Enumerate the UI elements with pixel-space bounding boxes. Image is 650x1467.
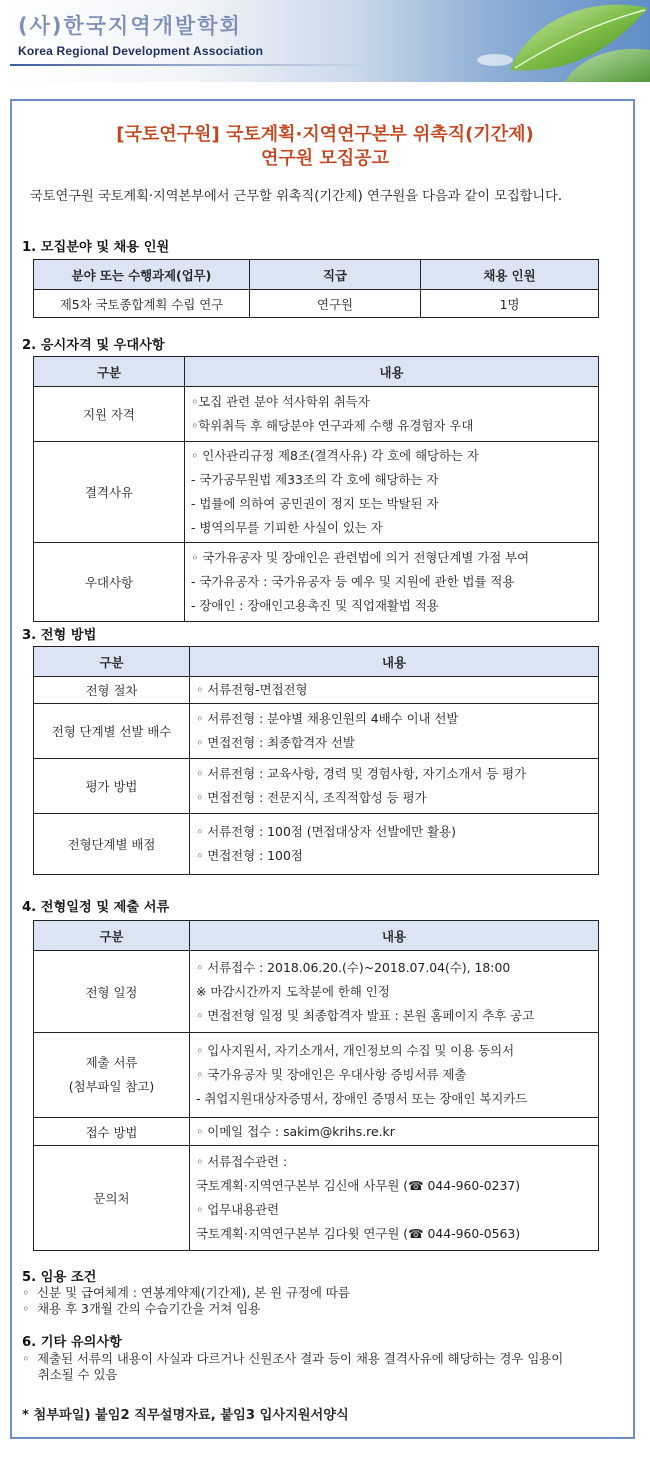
leaf-icon: [470, 0, 650, 82]
table-row: [34, 759, 599, 814]
section-5-heading: 5. 임용 조건: [22, 1270, 97, 1285]
row-line: - 국가유공자 : 국가유공자 등 예우 및 지원에 관한 법률 적용: [191, 574, 515, 589]
table-row: [34, 951, 599, 1033]
row-line: ◦ 면접전형 : 100점: [196, 848, 303, 863]
table-row: [34, 1146, 599, 1251]
table-row: [34, 543, 599, 622]
row-label: 제출 서류: [85, 1055, 138, 1070]
email-line[interactable]: ◦ 이메일 접수 : sakim@krihs.re.kr: [196, 1123, 395, 1139]
table-row: [34, 704, 599, 759]
table-cell: 연구원: [250, 290, 421, 318]
row-label: 전형단계별 배점: [34, 814, 190, 875]
notice-line: 취소될 수 있음: [22, 1367, 118, 1382]
row-label: 지원 자격: [34, 387, 185, 442]
table-header: 구분: [34, 357, 185, 387]
table-header: 내용: [185, 357, 599, 387]
table-row: [34, 677, 599, 704]
row-label: 결격사유: [34, 442, 185, 543]
table-row: [34, 442, 599, 543]
row-line: ◦ 면접전형 일정 및 최종합격자 발표 : 본원 홈페이지 추후 공고: [196, 1007, 535, 1023]
table-row: [34, 1033, 599, 1118]
row-line: ◦ 면접전형 : 최종합격자 선발: [196, 735, 355, 750]
table-header: 내용: [190, 647, 599, 677]
row-line: ◦ 국가유공자 및 장애인은 관련법에 의거 전형단계별 가점 부여: [191, 550, 530, 565]
header-underline: [10, 64, 370, 66]
table-row: [34, 387, 599, 442]
row-label: 평가 방법: [34, 759, 190, 814]
row-line: - 취업지원대상자증명서, 장애인 증명서 또는 장애인 복지카드: [196, 1091, 528, 1106]
row-line: ◦ 입사지원서, 자기소개서, 개인정보의 수집 및 이용 동의서: [196, 1043, 515, 1058]
row-label: 전형 절차: [34, 677, 190, 704]
table-header: 구분: [34, 921, 190, 951]
schedule-table: [33, 920, 599, 1251]
section-1-heading: 1. 모집분야 및 채용 인원: [22, 240, 170, 255]
qualification-table: [33, 356, 599, 622]
table-header: 분야 또는 수행과제(업무): [34, 260, 250, 290]
row-line: 국토계획·지역연구본부 김다윗 연구원 (☎ 044-960-0563): [196, 1226, 521, 1241]
row-line: ◦ 서류전형 : 교육사항, 경력 및 경험사항, 자기소개서 등 평가: [196, 766, 527, 781]
attachment-note: * 첨부파일) 붙임2 직무설명자료, 붙임3 입사지원서양식: [22, 1408, 349, 1423]
row-label: 우대사항: [34, 543, 185, 622]
row-line: ◦모집 관련 분야 석사학위 취득자: [191, 394, 370, 409]
table-header: 채용 인원: [421, 260, 599, 290]
org-name-korean: (사)한국지역개발학회: [18, 14, 242, 38]
row-line: - 병역의무를 기피한 사실이 있는 자: [191, 520, 383, 535]
table-row: [34, 814, 599, 875]
table-header: 내용: [190, 921, 599, 951]
row-line: ◦ 서류전형-면접전형: [196, 682, 308, 697]
row-label-note: (첨부파일 참고): [68, 1079, 155, 1094]
intro-text: 국토연구원 국토계획·지역본부에서 근무할 위촉직(기간제) 연구원을 다음과 같이 모집합니다.: [30, 189, 563, 204]
table-header: 구분: [34, 647, 190, 677]
notice-line: ◦ 제출된 서류의 내용이 사실과 다르거나 신원조사 결과 등이 채용 결격사유에 해당하는 경우 임용이: [22, 1351, 564, 1366]
row-line: ◦ 국가유공자 및 장애인은 우대사항 증빙서류 제출: [196, 1067, 467, 1082]
section-6-heading: 6. 기타 유의사항: [22, 1335, 122, 1350]
row-line: ◦학위취득 후 해당분야 연구과제 수행 유경험자 우대: [191, 418, 474, 433]
row-line: ※ 마감시간까지 도착분에 한해 인정: [196, 983, 390, 999]
condition-line: ◦ 신분 및 급여체계 : 연봉계약제(기간제), 본 원 규정에 따름: [22, 1285, 350, 1300]
row-label: 전형 일정: [34, 951, 190, 1033]
selection-table: [33, 646, 599, 875]
row-line: ◦ 면접전형 : 전문지식, 조직적합성 등 평가: [196, 790, 427, 805]
recruitment-table: [33, 259, 599, 318]
row-line: - 장애인 : 장애인고용촉진 및 직업재활법 적용: [191, 598, 439, 613]
row-label: 접수 방법: [34, 1118, 190, 1146]
condition-line: ◦ 채용 후 3개월 간의 수습기간을 거쳐 임용: [22, 1301, 261, 1316]
section-4-heading: 4. 전형일정 및 제출 서류: [22, 900, 170, 915]
table-cell: 1명: [421, 290, 599, 318]
page-title-line1: [국토연구원] 국토계획·지역연구본부 위촉직(기간제): [116, 124, 534, 145]
table-header: 직급: [250, 260, 421, 290]
row-line: ◦ 서류전형 : 100점 (면접대상자 선발에만 활용): [196, 824, 456, 839]
row-line: ◦ 업무내용관련: [196, 1202, 280, 1217]
row-line: ◦ 서류접수관련 :: [196, 1154, 288, 1169]
row-label: 전형 단계별 선발 배수: [34, 704, 190, 759]
row-line: 국토계획·지역연구본부 김신애 사무원 (☎ 044-960-0237): [196, 1178, 521, 1193]
row-line: ◦ 서류전형 : 분야별 채용인원의 4배수 이내 선발: [196, 711, 459, 726]
section-3-heading: 3. 전형 방법: [22, 628, 97, 643]
page-title-line2: 연구원 모집공고: [261, 148, 389, 169]
org-name-english: Korea Regional Development Association: [18, 44, 264, 58]
table-row: [34, 1118, 599, 1146]
row-line: - 법률에 의하여 공민권이 정지 또는 박탈된 자: [191, 496, 439, 511]
header-banner: [0, 0, 650, 82]
row-line: ◦ 인사관리규정 제8조(결격사유) 각 호에 해당하는 자: [191, 448, 479, 463]
row-label: 문의처: [34, 1146, 190, 1251]
row-line: - 국가공무원법 제33조의 각 호에 해당하는 자: [191, 472, 439, 487]
section-2-heading: 2. 응시자격 및 우대사항: [22, 338, 165, 353]
table-cell: 제5차 국토종합계획 수립 연구: [34, 290, 250, 318]
row-line: ◦ 서류접수 : 2018.06.20.(수)~2018.07.04(수), 18:00: [196, 959, 511, 975]
